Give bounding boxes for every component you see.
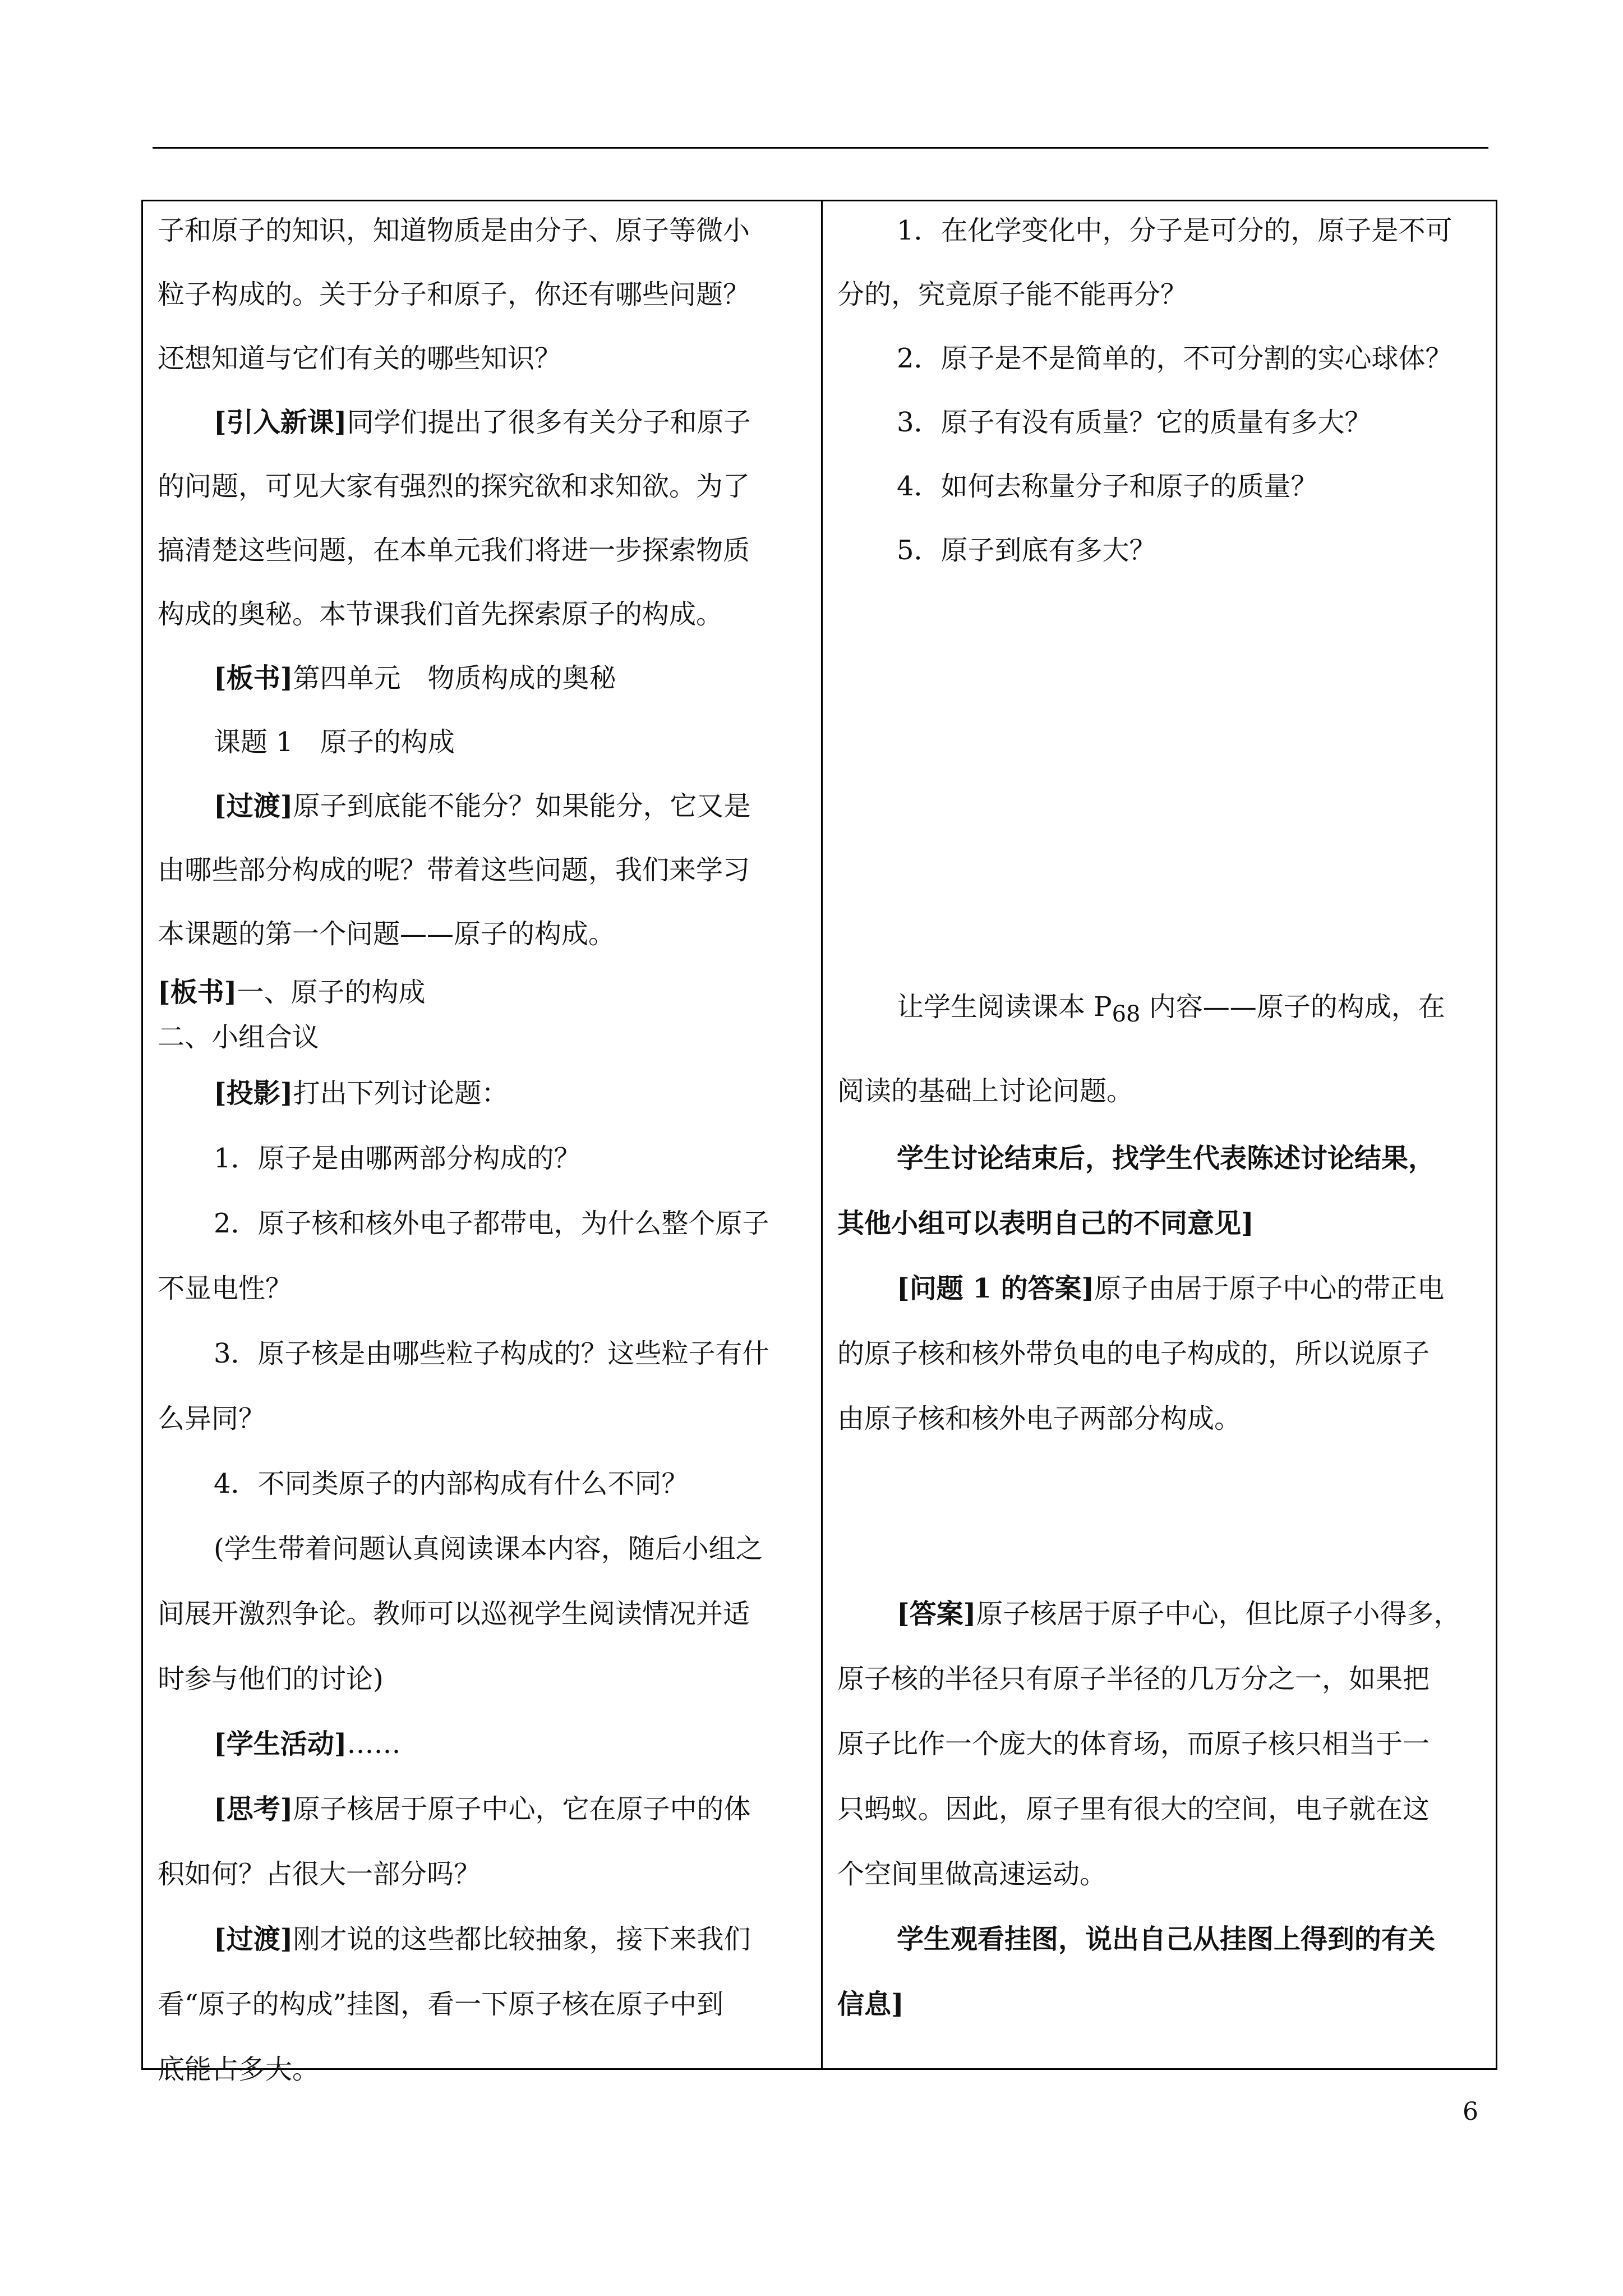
text-line: 二、小组合议 bbox=[158, 1022, 320, 1053]
text-line: 子和原子的知识，知道物质是由分子、原子等微小 bbox=[158, 215, 750, 246]
text-line: 原子比作一个庞大的体育场，而原子核只相当于一 bbox=[837, 1728, 1430, 1760]
text-line: 间展开激烈争论。教师可以巡视学生阅读情况并适 bbox=[158, 1598, 750, 1630]
text-line: 学生讨论结束后，找学生代表陈述讨论结果， bbox=[897, 1143, 1436, 1174]
page-subscript: 68 bbox=[1112, 1001, 1141, 1027]
text-line: 还想知道与它们有关的哪些知识？ bbox=[158, 343, 562, 374]
text-line: 1．原子是由哪两部分构成的？ bbox=[214, 1143, 581, 1174]
text-line: 5．原子到底有多大？ bbox=[897, 535, 1156, 566]
text-line: (学生带着问题认真阅读课本内容，随后小组之 bbox=[214, 1533, 763, 1565]
text-line: 1．在化学变化中，分子是可分的，原子是不可 bbox=[897, 215, 1453, 246]
text-line: 由原子核和核外电子两部分构成。 bbox=[837, 1403, 1242, 1434]
section-label: [过渡] bbox=[214, 1924, 293, 1955]
text-line: 让学生阅读课本 $P_{68}$ 内容——原子的构成，在 bbox=[897, 991, 1445, 1027]
text-line: [板书]一、原子的构成 bbox=[158, 977, 426, 1008]
text-line: 看“原子的构成”挂图，看一下原子核在原子中到 bbox=[158, 1989, 724, 2020]
text-line: [过渡]原子到底能不能分？如果能分，它又是 bbox=[214, 790, 751, 822]
text-line: [问题 1 的答案]原子由居于原子中心的带正电 bbox=[897, 1273, 1445, 1304]
header-rule bbox=[153, 147, 1488, 149]
text-line: 不显电性？ bbox=[158, 1273, 293, 1304]
text-line: 3．原子有没有质量？它的质量有多大？ bbox=[897, 407, 1372, 438]
text-line: 阅读的基础上讨论问题。 bbox=[837, 1075, 1134, 1107]
text-line: [过渡]刚才说的这些都比较抽象，接下来我们 bbox=[214, 1924, 751, 1955]
text-line: 的原子核和核外带负电的电子构成的，所以说原子 bbox=[837, 1338, 1430, 1369]
text-line: 4．不同类原子的内部构成有什么不同？ bbox=[214, 1468, 689, 1499]
text-line: 2．原子核和核外电子都带电，为什么整个原子 bbox=[214, 1208, 769, 1239]
section-label: [投影] bbox=[214, 1078, 293, 1109]
text-line: 3．原子核是由哪些粒子构成的？这些粒子有什 bbox=[214, 1338, 769, 1369]
text-line: 么异同？ bbox=[158, 1403, 266, 1434]
text-line: 原子核的半径只有原子半径的几万分之一，如果把 bbox=[837, 1663, 1430, 1695]
text-line: 4．如何去称量分子和原子的质量？ bbox=[897, 471, 1318, 502]
text-line: 分的，究竟原子能不能再分？ bbox=[837, 279, 1188, 310]
section-label: [板书] bbox=[158, 977, 237, 1008]
section-label: [学生活动] bbox=[214, 1728, 347, 1760]
text-line: 时参与他们的讨论) bbox=[158, 1663, 384, 1695]
text-line: [思考]原子核居于原子中心，它在原子中的体 bbox=[214, 1793, 751, 1825]
text-line: 由哪些部分构成的呢？带着这些问题，我们来学习 bbox=[158, 854, 750, 886]
text-line: 的问题，可见大家有强烈的探究欲和求知欲。为了 bbox=[158, 471, 750, 502]
text-line: 2．原子是不是简单的，不可分割的实心球体？ bbox=[897, 343, 1453, 374]
text-line: 只蚂蚁。因此，原子里有很大的空间，电子就在这 bbox=[837, 1793, 1430, 1825]
text-line: 课题 1 原子的构成 bbox=[214, 726, 455, 758]
text-line: 构成的奥秘。本节课我们首先探索原子的构成。 bbox=[158, 599, 723, 630]
section-label: [问题 1 的答案] bbox=[897, 1273, 1095, 1304]
text-line: [投影]打出下列讨论题： bbox=[214, 1078, 509, 1109]
text-line: [引入新课]同学们提出了很多有关分子和原子 bbox=[214, 407, 751, 438]
text-line: 其他小组可以表明自己的不同意见] bbox=[837, 1208, 1254, 1239]
text-line: [答案]原子核居于原子中心，但比原子小得多， bbox=[897, 1598, 1461, 1630]
text-line: 底能占多大。 bbox=[158, 2054, 320, 2085]
student-activity-column bbox=[823, 201, 1496, 2068]
text-line: 积如何？占很大一部分吗？ bbox=[158, 1858, 481, 1890]
text-line: 本课题的第一个问题——原子的构成。 bbox=[158, 918, 616, 950]
text-line: [学生活动]…… bbox=[214, 1728, 401, 1760]
text-line: 信息] bbox=[837, 1989, 904, 2020]
page-number: 6 bbox=[1463, 2097, 1478, 2126]
text-line: [板书]第四单元 物质构成的奥秘 bbox=[214, 662, 616, 694]
section-label: [引入新课] bbox=[214, 407, 347, 438]
section-label: [板书] bbox=[214, 662, 293, 694]
lesson-table bbox=[141, 200, 1497, 2085]
section-label: [过渡] bbox=[214, 790, 293, 822]
section-label: [答案] bbox=[897, 1598, 976, 1630]
teacher-activity-column bbox=[143, 201, 821, 2085]
text-line: 搞清楚这些问题，在本单元我们将进一步探索物质 bbox=[158, 535, 750, 566]
text-line: 个空间里做高速运动。 bbox=[837, 1858, 1107, 1890]
text-line: 粒子构成的。关于分子和原子，你还有哪些问题？ bbox=[158, 279, 750, 310]
section-label: [思考] bbox=[214, 1793, 293, 1825]
text-line: 学生观看挂图，说出自己从挂图上得到的有关 bbox=[897, 1924, 1436, 1955]
